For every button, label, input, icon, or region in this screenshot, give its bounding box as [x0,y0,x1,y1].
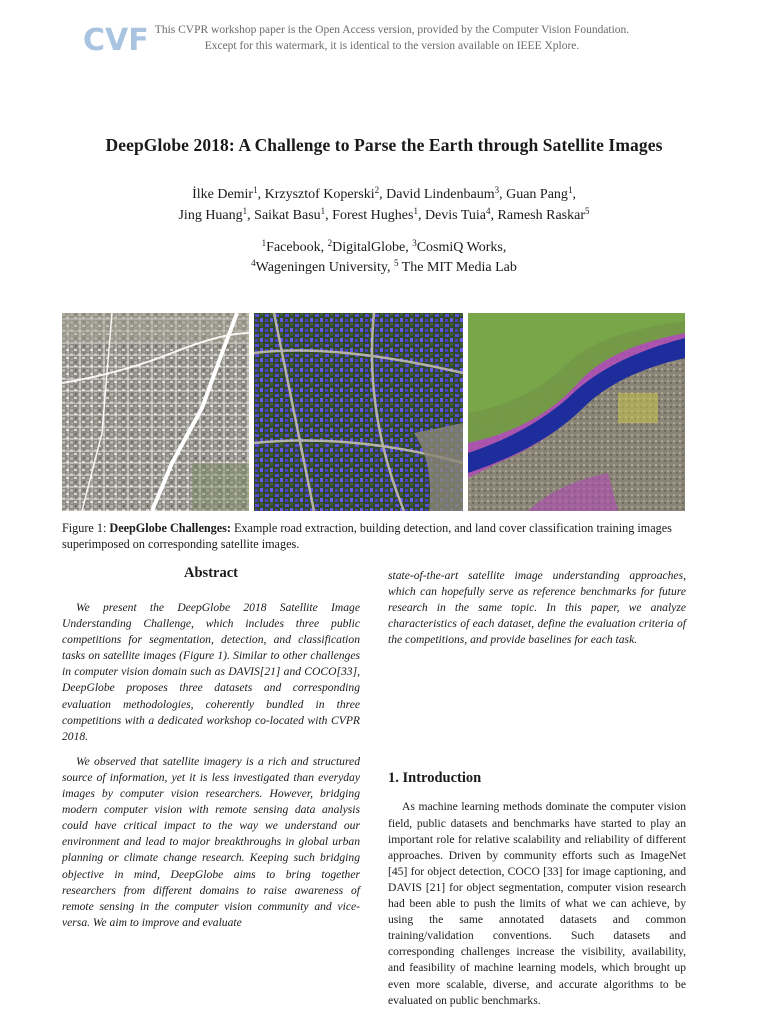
author-name: Jing Huang [178,208,243,223]
left-column [62,565,360,931]
author-affiliation-index: 1 [413,206,418,216]
figure-label: Figure 1: [62,521,110,535]
introduction-heading: 1. Introduction [388,770,482,787]
affiliation-line-1: $^1$Facebook, $^2$DigitalGlobe, $^3$CosmiQ Works, [261,238,507,255]
author-affiliation-index: 1 [320,206,326,216]
author-line-1: İlke Demir$^1$, Krzysztof Koperski$^2$, David Lindenbaum$^3$, Guan Pang$^1$, [192,185,576,202]
author-name: Krzysztof Koperski [264,187,375,202]
figure-caption-bold: DeepGlobe Challenges: [109,521,231,535]
affiliation-name: Wageningen University [255,260,387,275]
figure-land-cover-image [468,313,685,511]
affiliation-index: 1 [261,238,267,248]
introduction-paragraph-1: As machine learning methods dominate the computer vision field, public datasets and benchmarks have started to play an important role for relative scalability and reliability of different approaches. Driven by community efforts such as ImageNet [45] for object detection, COCO [33] for image captioning, and DAVIS [21] for object segmentation, computer vision research had been able to push the limits of what we can achieve, by using the same annotated datasets and common training/validation conventions. Such datasets and corresponding challenges increase the visibility, availability, and feasibility of machine learning models, which brought up even more scalable, diverse, and accurate algorithms to be evaluated on public benchmarks. [388,800,686,1007]
affiliation-index: 3 [412,238,417,248]
author-affiliation-index: 1 [253,185,258,195]
author-name: İlke Demir [192,187,254,202]
author-affiliation-index: 5 [585,206,590,216]
abstract-paragraph-1: We present the DeepGlobe 2018 Satellite Image Understanding Challenge, which includes three public competitions for segmentation, detection, and classification tasks on satellite images (Figure 1). Similar to other challenges in computer vision domain such as DAVIS[21] and COCO[33], DeepGlobe proposes three datasets and corresponding evaluation methodologies, coherently bundled in three competitions with a dedicated workshop co-located with CVPR 2018. [62,601,360,743]
affiliation-name: The MIT Media Lab [398,260,517,275]
affiliation-index: 2 [327,238,333,248]
figure-caption-text: Example road extraction, building detection, and land cover classification training images superimposed on corresponding satellite images. [62,521,672,551]
author-affiliation-index: 3 [494,185,500,195]
figure-caption [62,520,702,552]
author-name: Devis Tuia [424,208,487,223]
abstract-paragraph-2: We observed that satellite imagery is a rich and structured source of information, yet it is less investigated than everyday images by computer vision researchers. However, bridging modern computer vision with remote sensing data analysis could have critical impact to the way we understand our environment and lead to major breakthroughs in global urban planning or climate change research. Keeping such bridging objective in mind, DeepGlobe aims to bring together researchers from different domains to raise awareness of remote sensing in the computer vision community and vice-versa. We aim to improve and evaluate [62,754,360,929]
affiliation-list [100,238,668,278]
cvf-watermark [82,20,682,60]
figure-road-extraction-image [62,313,249,511]
paper-title: DeepGlobe 2018: A Challenge to Parse the Earth through Satellite Images [105,135,663,155]
author-list [80,184,688,226]
author-affiliation-index: 1 [567,185,573,195]
affiliation-index: 4 [251,258,256,268]
affiliation-name: DigitalGlobe [332,240,406,255]
right-column [388,568,686,1009]
cvf-logo [82,20,149,58]
abstract-heading: Abstract [184,565,238,581]
affiliation-name: CosmiQ Works [416,240,503,255]
abstract-paragraph-2-continued: state-of-the-art satellite image understanding approaches, which can hopefully serve as reference benchmarks for future research in the same topic. In this paper, we analyze characteristics of each dataset, define the evaluation criteria of the competitions, and provide baselines for each task. [388,569,686,647]
author-name: Guan Pang [506,187,568,202]
watermark-line-2: Except for this watermark, it is identical to the version available on IEEE Xplore. [204,40,580,52]
author-line-2: Jing Huang$^1$, Saikat Basu$^1$, Forest Hughes$^1$, Devis Tuia$^4$, Ramesh Raskar$^5$ [178,206,590,223]
svg-text:CVF: CVF [83,23,149,58]
author-name: Saikat Basu [254,208,321,223]
author-name: David Lindenbaum [386,187,495,202]
author-affiliation-index: 2 [374,185,380,195]
affiliation-name: Facebook [266,240,321,255]
affiliation-index: 5 [393,258,399,268]
watermark-line-1: This CVPR workshop paper is the Open Access version, provided by the Computer Vision Foundation. [154,24,630,36]
author-name: Ramesh Raskar [497,208,585,223]
author-affiliation-index: 4 [486,206,491,216]
author-affiliation-index: 1 [242,206,248,216]
affiliation-line-2: $^4$Wageningen University, $^5$ The MIT Media Lab [251,258,517,275]
author-name: Forest Hughes [332,208,414,223]
figure-building-detection-image [254,313,463,511]
